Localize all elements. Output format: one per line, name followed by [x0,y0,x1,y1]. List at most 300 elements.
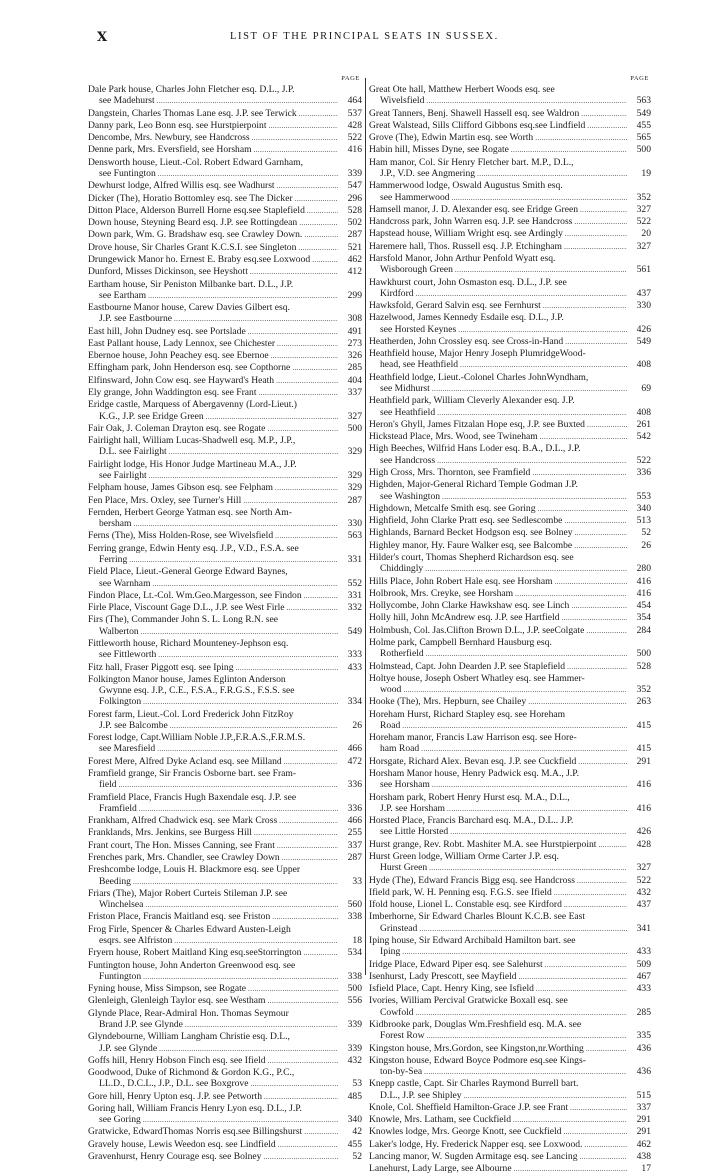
page-column-label: PAGE [630,75,649,82]
index-entry [88,852,362,864]
entry-text: LL.D., D.C.L., J.P., D.L. see Boxgrove [99,1078,249,1090]
page-number: 337 [347,839,362,851]
dot-leader [564,241,627,253]
dot-leader [535,132,627,144]
entry-line [369,467,651,479]
page-number: 528 [636,660,651,672]
entry-line [369,253,651,264]
page-number: 438 [636,1151,651,1163]
page-number: 337 [636,1101,651,1113]
dot-leader [571,600,627,612]
index-entry [88,254,362,266]
entry-continuation-line [369,95,651,107]
entry-line [88,732,362,743]
page-number: 491 [347,325,362,337]
entry-line [369,228,651,240]
page-number: 330 [347,518,362,530]
dot-leader [133,876,338,888]
dot-leader [464,1090,627,1102]
index-entry [88,362,362,374]
index-entry [88,375,362,387]
page-number: 416 [636,779,651,791]
entry-text: Goffs hill, Henry Hobson Finch esq. see Ifield [88,1054,266,1066]
page-column-label: PAGE [341,75,360,82]
entry-line [88,947,362,959]
entry-text: East Pallant house, Lady Lennox, see Chichester [88,337,276,349]
dot-leader [248,983,338,995]
entry-text: Fernden, Herbert George Yatman esq. see North Am- [88,506,292,518]
index-entry [88,144,362,156]
page-number: 522 [636,874,651,886]
entry-text: Frankham, Alfred Chadwick esq. see Mark Cross [88,815,278,827]
index-entry [88,338,362,350]
left-column [88,74,362,1163]
entry-line [88,852,362,864]
entry-line [369,983,651,995]
entry-continuation-line [88,720,362,732]
entry-line [369,84,651,95]
page-number: 329 [347,446,362,458]
entry-line [88,84,362,95]
dot-leader [447,803,627,815]
entry-line [369,899,651,911]
index-entry [88,507,362,531]
index-entry [88,638,362,662]
entry-continuation-line [88,696,362,708]
dot-leader [254,827,338,839]
index-entry [88,792,362,816]
entry-line [88,960,362,971]
dot-leader [284,756,338,768]
entry-line [369,479,651,490]
page-number: 20 [641,228,651,240]
page-number: 466 [347,743,362,755]
dot-leader [259,387,338,399]
index-entry [88,543,362,567]
dot-leader [276,375,338,387]
page-number: 332 [347,602,362,614]
dot-leader [437,455,627,467]
entry-text: Elfinsward, John Cow esq. see Hayward's Heath [88,374,275,386]
entry-text: Eridge castle, Marquess of Abergavenny (Lord-Lieut.) [88,399,297,411]
entry-text: Felpham house, James Gibson esq. see Felpham [88,482,273,494]
entry-text: Gravenhurst, Henry Courage esq. see Bolney [88,1151,262,1163]
entry-text: K.G., J.P. see Eridge Green [99,410,204,422]
entry-line [369,887,651,899]
entry-text: Frant court, The Hon. Misses Canning, see Frant [88,839,275,851]
entry-text: Ifield park, W. H. Penning esq. F.G.S. see Ifield [369,886,552,898]
entry-line [369,1078,651,1089]
entry-text: Beeding [99,875,131,887]
dot-leader [536,983,627,995]
entry-line [88,995,362,1007]
entry-text: Horeham manor, Francis Law Harrison esq. see Hore- [369,732,577,744]
page-number: 352 [636,684,651,696]
dot-leader [555,576,627,588]
entry-line [369,431,651,443]
entry-text: Knole, Col. Sheffield Hamilton-Grace J.P. see Frant [369,1101,569,1113]
page-title: LIST OF THE PRINCIPAL SEATS IN SUSSEX. [230,31,499,42]
page-numeral: X [97,30,109,45]
page-number: 416 [347,144,362,156]
page-number: 327 [636,203,651,215]
entry-continuation-line [369,168,651,180]
entry-continuation-line [369,264,651,276]
page-number: 336 [347,779,362,791]
index-entry [88,888,362,912]
page-number: 500 [636,648,651,660]
entry-continuation-line [369,648,651,660]
entry-text: Dewhurst lodge, Alfred Willis esq. see Wadhurst [88,180,275,192]
dot-leader [458,324,627,336]
page-number: 433 [347,661,362,673]
page-number: 455 [347,1138,362,1150]
dot-leader [271,350,338,362]
index-entry [369,1055,651,1079]
entry-line [88,1139,362,1151]
entry-text: J.P. see Glynde [99,1042,158,1054]
dot-leader [263,1151,338,1163]
entry-line [369,815,651,826]
entry-text: Friars (The), Major Robert Curteis Stileman J.P. see [88,887,288,899]
dot-leader [169,446,338,458]
entry-continuation-line [369,383,651,395]
entry-line [369,540,651,552]
dot-leader [460,359,627,371]
entry-text: Heathfield park, William Cleverly Alexander esq. J.P. [369,395,575,407]
page-number: 329 [347,482,362,494]
index-entry [88,947,362,959]
dot-leader [275,530,338,542]
dot-leader [299,108,338,120]
dot-leader [282,852,338,864]
index-entry [369,1043,651,1055]
entry-continuation-line [369,288,651,300]
dot-leader [450,826,627,838]
index-entry [369,336,651,348]
entry-continuation-line [88,899,362,911]
index-entry [88,229,362,241]
entry-continuation-line [369,779,651,791]
dot-leader [148,290,338,302]
page-number: 462 [347,253,362,265]
entry-text: Fairlight lodge, His Honor Judge Martineau M.A., J.P. [88,458,297,470]
dot-leader [427,1030,627,1042]
page-number: 412 [347,266,362,278]
dot-leader [574,216,627,228]
page-number: 502 [347,217,362,229]
page-number: 335 [636,1030,651,1042]
index-entry [369,479,651,503]
index-entry [369,935,651,959]
dot-leader [250,266,338,278]
entry-line [88,1126,362,1138]
dot-leader [153,578,338,590]
page-number: 273 [347,337,362,349]
entry-text: Hammerwood lodge, Oswald Augustus Smith esq. [369,180,563,192]
index-entry [369,887,651,899]
entry-text: Hickstead Place, Mrs. Wood, see Twineham [369,431,538,443]
page-number: 327 [636,240,651,252]
entry-text: Fen Place, Mrs. Oxley, see Turner's Hill [88,494,242,506]
page-number: 560 [347,899,362,911]
page-number: 563 [636,95,651,107]
dot-leader [586,625,627,637]
entry-text: Great Tanners, Benj. Shawell Hassell esq. see Waldron [369,107,580,119]
entry-text: Grove (The), Edwin Martin esq. see Worth [369,132,534,144]
dot-leader [206,411,338,423]
page-number: 334 [347,696,362,708]
entry-continuation-line [369,862,651,874]
entry-text: ton-by-Sea [380,1066,423,1078]
index-entry [88,1139,362,1151]
page-number: 339 [347,1018,362,1030]
entry-text: Ham manor, Col. Sir Henry Fletcher bart. M.P., D.L., [369,156,574,168]
page-number: 404 [347,374,362,386]
dot-leader [402,946,627,958]
entry-line [369,588,651,600]
entry-text: Glyndebourne, William Langham Christie esq. D.L., [88,1031,290,1043]
entry-text: Great Ote hall, Matthew Herbert Woods esq. see [369,84,555,95]
entry-text: Lancing manor, W. Sugden Armitage esq. see Lancing [369,1151,578,1163]
dot-leader [143,971,338,983]
index-entry [369,815,651,839]
index-entry [369,1019,651,1043]
entry-line [88,674,362,685]
entry-text: Frog Firle, Spencer & Charles Edward Austen-Leigh [88,923,291,935]
entry-text: Ferring grange, Edwin Henty esq. J.P., V.D., F.S.A. see [88,542,299,554]
entry-line [369,935,651,946]
page-number: 428 [347,119,362,131]
index-entry [369,732,651,756]
entry-text: Lanehurst, Lady Large, see Albourne [369,1163,512,1175]
page-number: 547 [347,180,362,192]
index-entry [369,959,651,971]
page-number: 432 [347,1054,362,1066]
page-number: 333 [347,649,362,661]
page-number: 331 [347,589,362,601]
entry-text: Fairlight hall, William Lucas-Shadwell esq. M.P., J.P., [88,435,296,447]
entry-text: J.P. see Eastbourne [99,313,173,325]
entry-text: see Hammerwood [380,191,450,203]
entry-line [369,1139,651,1151]
entry-line [369,792,651,803]
entry-text: Gore hill, Henry Upton esq. J.P. see Petworth [88,1090,262,1102]
index-entry [369,792,651,816]
page-number: 466 [347,815,362,827]
page-number: 331 [347,553,362,565]
entry-text: Freshcombe lodge, Louis H. Blackmore esq. see Upper [88,864,301,876]
dot-leader [277,840,338,852]
entry-text: Horsham park, Robert Henry Hurst esq. M.A., D.L., [369,791,570,803]
entry-text: Iping [380,946,401,958]
entry-line [88,924,362,935]
entry-text: Funtington [99,970,142,982]
entry-text: Framfield grange, Sir Francis Osborne bart. see Fram- [88,768,297,780]
page-number: 561 [636,264,651,276]
entry-continuation-line [369,743,651,755]
entry-line [88,543,362,554]
dot-leader [565,228,627,240]
entry-line [88,205,362,217]
entry-continuation-line [369,1030,651,1042]
page-number: 52 [641,527,651,539]
entry-line [369,1151,651,1163]
entry-text: Glynde Place, Rear-Admiral Hon. Thomas Seymour [88,1007,289,1019]
page-number: 26 [352,719,362,731]
entry-text: Field Place, Lieut.-General George Edward Baynes, [88,566,288,578]
entry-text: Forest lodge, Capt.William Noble J.P.,F.R.A.S.,F.R.M.S. [88,732,306,744]
entry-text: Hawksfold, Gerard Salvin esq. see Fernhurst [369,300,541,312]
entry-line [369,1043,651,1055]
entry-text: see Madehurst [99,95,155,107]
entry-text: Gwynne esq. J.P., C.E., F.S.A., F.R.G.S., F.S.S. see [99,685,295,697]
page-number: 433 [636,983,651,995]
dot-leader [267,423,338,435]
index-entry [369,588,651,600]
entry-line [88,827,362,839]
entry-text: Road [380,719,401,731]
index-entry [369,419,651,431]
entry-line [369,637,651,648]
page-number: 299 [347,289,362,301]
page-number: 455 [636,119,651,131]
entry-line [369,120,651,132]
entry-text: Kingston house, Edward Boyce Podmore esq.see Kings- [369,1054,586,1066]
index-entry [88,1008,362,1032]
entry-text: D.L., J.P. see Shipley [380,1089,462,1101]
entry-text: Holtye house, Joseph Osbert Whatley esq. see Hammer- [369,672,585,684]
index-entry [369,540,651,552]
entry-line [88,229,362,241]
page-number: 432 [636,886,651,898]
dot-leader [139,803,338,815]
dot-leader [432,383,627,395]
entry-line [88,144,362,156]
entry-line [88,888,362,899]
index-entry [369,312,651,336]
right-column [369,74,651,1176]
entry-line [88,590,362,602]
index-entry [88,1091,362,1103]
index-entry [369,899,651,911]
entry-line [88,157,362,168]
entry-text: Ifold house, Lionel L. Constable esq. see Kirdford [369,899,562,911]
entry-line [369,875,651,887]
entry-text: Ivories, William Percival Gratwicke Boxall esq. see [369,995,568,1007]
page-number: 437 [636,899,651,911]
entry-text: Folkington Manor house, James Eglinton Anderson [88,673,286,685]
page-number: 522 [636,216,651,228]
entry-line [88,530,362,542]
entry-text: Hills Place, John Robert Hale esq. see Horsham [369,575,553,587]
entry-line [88,1067,362,1078]
index-entry [369,1126,651,1138]
entry-line [88,193,362,205]
entry-text: Eartham house, Sir Peniston Milbanke bart. D.L., J.P. [88,278,294,290]
dot-leader [145,899,338,911]
entry-text: Goodwood, Duke of Richmond & Gordon K.G., P.C., [88,1067,295,1079]
page-number: 485 [347,1090,362,1102]
entry-line [88,709,362,720]
index-entry [88,674,362,709]
entry-text: Holmstead, Capt. John Dearden J.P. see Staplefield [369,660,566,672]
dot-leader [159,1043,338,1055]
entry-line [369,157,651,168]
entry-text: Isfield Place, Capt. Henry King, see Isfield [369,983,534,995]
entry-line [369,1055,651,1066]
entry-text: Winchelsea [99,899,144,911]
index-entry [88,1151,362,1163]
dot-leader [416,288,627,300]
page-number: 69 [641,383,651,395]
entry-text: Horsted Place, Francis Barchard esq. M.A., D.L.. J.P. [369,815,574,827]
page-number: 339 [347,167,362,179]
entry-text: see Fairlight [99,470,147,481]
page-number: 255 [347,827,362,839]
index-entry [369,600,651,612]
entry-text: see Midhurst [380,383,430,395]
entry-text: Grinstead [380,922,418,934]
dot-leader [587,120,627,132]
entry-text: Rotherfield [380,648,424,660]
index-entry [369,216,651,228]
page-number: 339 [347,1042,362,1054]
dot-leader [157,743,338,755]
entry-line [88,120,362,132]
entry-line [369,696,651,708]
dot-leader [158,168,338,180]
dot-leader [564,515,627,527]
dot-leader [268,995,338,1007]
entry-text: see Eartham [99,289,147,301]
page-number: 549 [636,107,651,119]
entry-line [88,507,362,518]
page-number: 415 [636,743,651,755]
index-entry [369,348,651,372]
dot-leader [515,588,627,600]
entry-text: Firs (The), Commander John S. L. Long R.N. see [88,614,278,626]
dot-leader [243,495,338,507]
entry-line [88,132,362,144]
entry-text: Down park, Wm. G. Bradshaw esq. see Crawley Down. [88,229,303,241]
entry-text: Highdown, Metcalfe Smith esq. see Goring [369,502,536,514]
entry-text: Framfield Place, Francis Hugh Baxendale esq. J.P. see [88,791,297,803]
dot-leader [134,518,338,530]
entry-line [88,217,362,229]
page-number: 340 [347,1114,362,1126]
entry-line [88,1103,362,1114]
page-number: 436 [636,1042,651,1054]
entry-text: Dale Park house, Charles John Fletcher esq. D.L., J.P. [88,84,295,95]
entry-text: Holbrook, Mrs. Creyke, see Horsham [369,587,514,599]
page-number: 537 [347,107,362,119]
entry-line [369,108,651,120]
entry-text: Ferns (The), Miss Holden-Rose, see Wivelsfield [88,530,274,542]
page-number: 284 [636,624,651,636]
dot-leader [268,1055,338,1067]
entry-line [369,1114,651,1126]
index-entry [88,1031,362,1055]
index-entry [88,217,362,229]
page-number: 308 [347,313,362,325]
index-entry [88,302,362,326]
index-entry [369,204,651,216]
entry-line [369,959,651,971]
dot-leader [563,1126,627,1138]
entry-line [88,362,362,374]
entry-text: Knepp castle, Capt. Sir Charles Raymond Burrell bart. [369,1078,579,1090]
